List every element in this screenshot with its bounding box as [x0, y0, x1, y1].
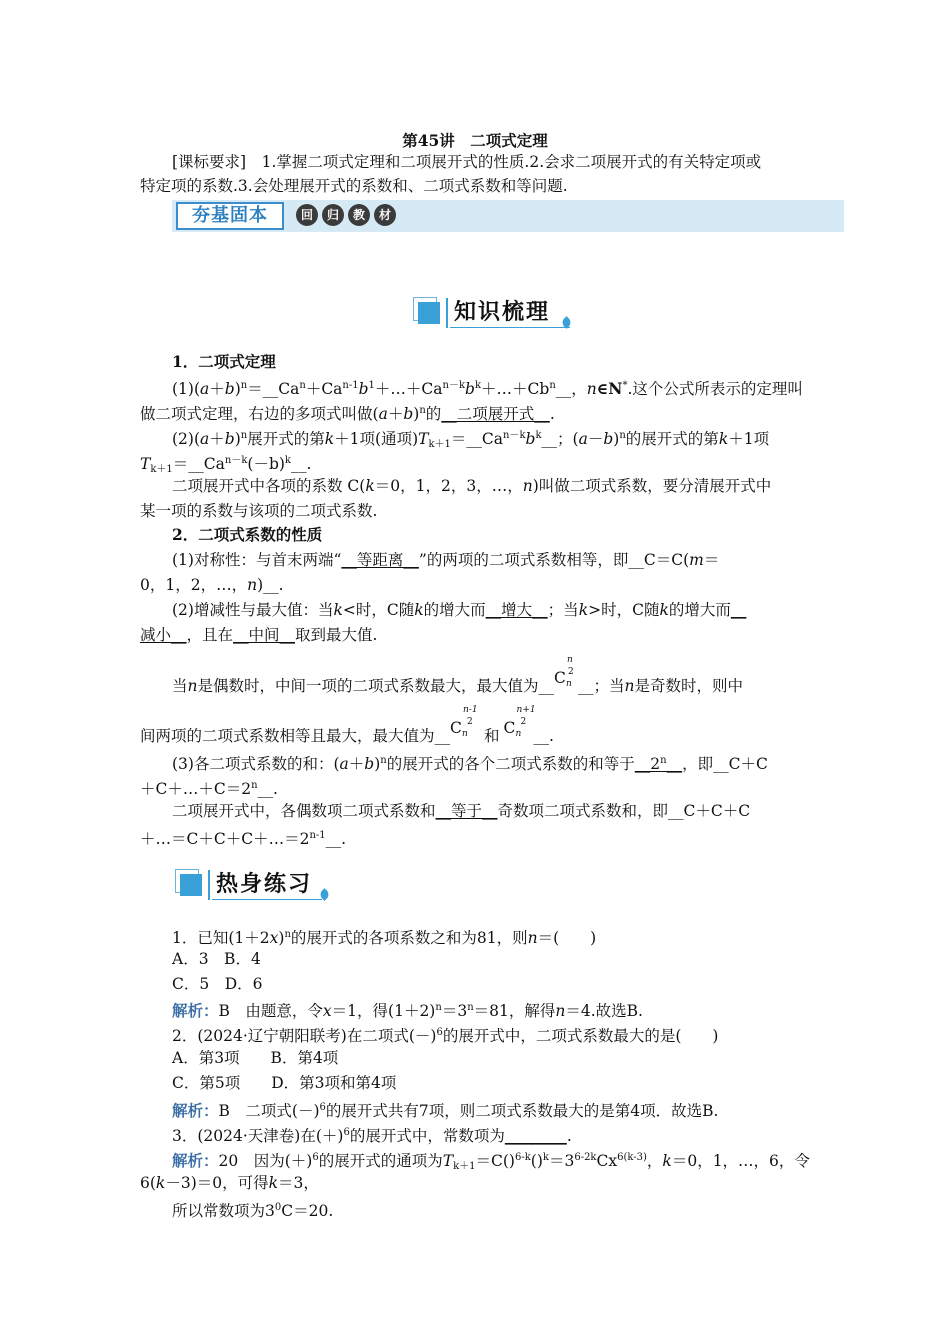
answer-blank: ________ — [504, 1127, 567, 1145]
section-header-knowledge — [418, 296, 578, 330]
heading-binomial-theorem: 1．二项式定理 — [172, 352, 276, 371]
answer-blank: __中间__ — [233, 626, 296, 644]
banner-char: 回 — [296, 204, 318, 226]
answer-blank: 减小__ — [140, 626, 187, 644]
text-line: 二项展开式中各项的系数 C(k＝0，1，2，3，…，n)叫做二项式系数，要分清展开式中 — [172, 477, 772, 495]
text-line: 减小__，且在__中间__取到最大值. — [140, 626, 378, 644]
requirements-tag: [课标要求] — [172, 153, 247, 171]
answer-2: 解析：B 二项式$(-)^6$的展开式共有7项，则二项式系数最大的是第4项．故选B. — [172, 1101, 719, 1120]
answer-blank: __增大__ — [485, 601, 548, 619]
question-2-options: C．第5项 D．第3项和第4项 — [172, 1074, 397, 1092]
answer-blank: __二项展开式__ — [441, 405, 550, 423]
answer-1: 解析：B 由题意，令x＝1，得$(1+2)^n=3^n=81$，解得n＝4.故选B. — [172, 1001, 643, 1020]
text-line: $+C+\dots+C=2^n\_\_$. — [140, 780, 278, 798]
text-line: 0，1，2，…，n)__. — [140, 576, 284, 594]
answer-3-cont: 所以常数项为$3^0C=20$. — [172, 1202, 334, 1220]
text-line: (1)对称性：与首末两端“__等距离__”的两项的二项式系数相等，即__C＝C(m＝ — [172, 551, 720, 569]
answer-blank: __等距离__ — [341, 551, 419, 569]
section-square-icon — [180, 874, 202, 896]
answer-blank: __等于__ — [435, 802, 498, 820]
text-line: (3)各二项式系数的和：$(a+b)^n$的展开式的各个二项式系数的和等于__2$^n$__，即__C＋C — [172, 755, 768, 773]
question-1-options: A．3 B．4 — [172, 950, 261, 968]
banner-title: 夯基固本 — [176, 202, 284, 230]
question-1-options: C．5 D．6 — [172, 975, 263, 993]
page-title: 第45讲 二项式定理 — [402, 131, 548, 150]
banner-char: 材 — [374, 204, 396, 226]
text-line: (2)增减性与最大值：当k<时，C随k的增大而__增大__；当k>时，C随k的增大而__ — [172, 601, 747, 619]
section-square-icon — [418, 302, 440, 324]
section-banner — [172, 200, 844, 232]
answer-3: 解析：20 因为$(+)^6$的展开式的通项为$T_{k+1}=C()^{6-k}()^k=3^{6-2k}Cx^{6(k-3)}$，k＝0，1，…，6，令 — [172, 1151, 810, 1172]
banner-char: 归 — [322, 204, 344, 226]
banner-char: 教 — [348, 204, 370, 226]
section-title: 知识梳理 — [454, 299, 551, 325]
text-line: 当n是偶数时，中间一项的二项式系数最大，最大值为__C n n 2 __；当n是奇数时，则中 — [172, 655, 744, 695]
text-line: 间两项的二项式系数相等且最大，最大值为__C n n-1 2 和 C n n+1 2 __. — [140, 705, 554, 745]
answer-blank: __2$^n$__ — [634, 755, 683, 773]
answer-3-cont: 6(k－3)＝0，可得k＝3， — [140, 1174, 319, 1192]
question-2-options: A．第3项 B．第4项 — [172, 1049, 339, 1067]
banner-subtitle — [296, 204, 396, 226]
text-line: $T_{k+1}=\_\_Ca^{n-k}(-b)^k\_\_$. — [140, 455, 312, 475]
text-line: $+\dots=C+C+C+\dots=2^{n-1}\_\_$. — [140, 830, 347, 848]
question-2: 2．(2024·辽宁朝阳联考)在二项式$(-)^6$的展开式中，二项式系数最大的是( ) — [172, 1027, 719, 1045]
section-title: 热身练习 — [216, 871, 313, 897]
section-header-practice — [180, 868, 340, 902]
requirements-line-1: [课标要求] 1.掌握二项式定理和二项展开式的性质.2.会求二项展开式的有关特定项或 — [172, 153, 762, 171]
text-line: 做二项式定理，右边的多项式叫做$(a+b)^n$的__二项展开式__. — [140, 405, 555, 423]
requirements-line-2: 特定项的系数.3.会处理展开式的系数和、二项式系数和等问题. — [140, 177, 568, 195]
text-line: $(1)(a+b)^n=\_\_Ca^n+Ca^{n-1}b^1+\dots+Ca^{n-k}b^k+\dots+Cb^n\_\_$，n∈N*.这个公式所表示的定理叫 — [172, 379, 803, 398]
question-1: 1．已知$(1+2x)^n$的展开式的各项系数之和为81，则n＝( ) — [172, 929, 597, 947]
text-line: 二项展开式中，各偶数项二项式系数和__等于__奇数项二项式系数和，即__C＋C＋C — [172, 802, 751, 820]
question-3: 3．(2024·天津卷)在$(+)^6$的展开式中，常数项为________. — [172, 1127, 572, 1145]
text-line: 某一项的系数与该项的二项式系数. — [140, 502, 378, 520]
heading-binomial-coefficient-properties: 2．二项式系数的性质 — [172, 525, 323, 544]
text-line: $(2)(a+b)^n$展开式的第k＋1项(通项)$T_{k+1}=\_\_Ca^{n-k}b^k\_\_$；$(a-b)^n$的展开式的第k＋1项 — [172, 430, 770, 450]
